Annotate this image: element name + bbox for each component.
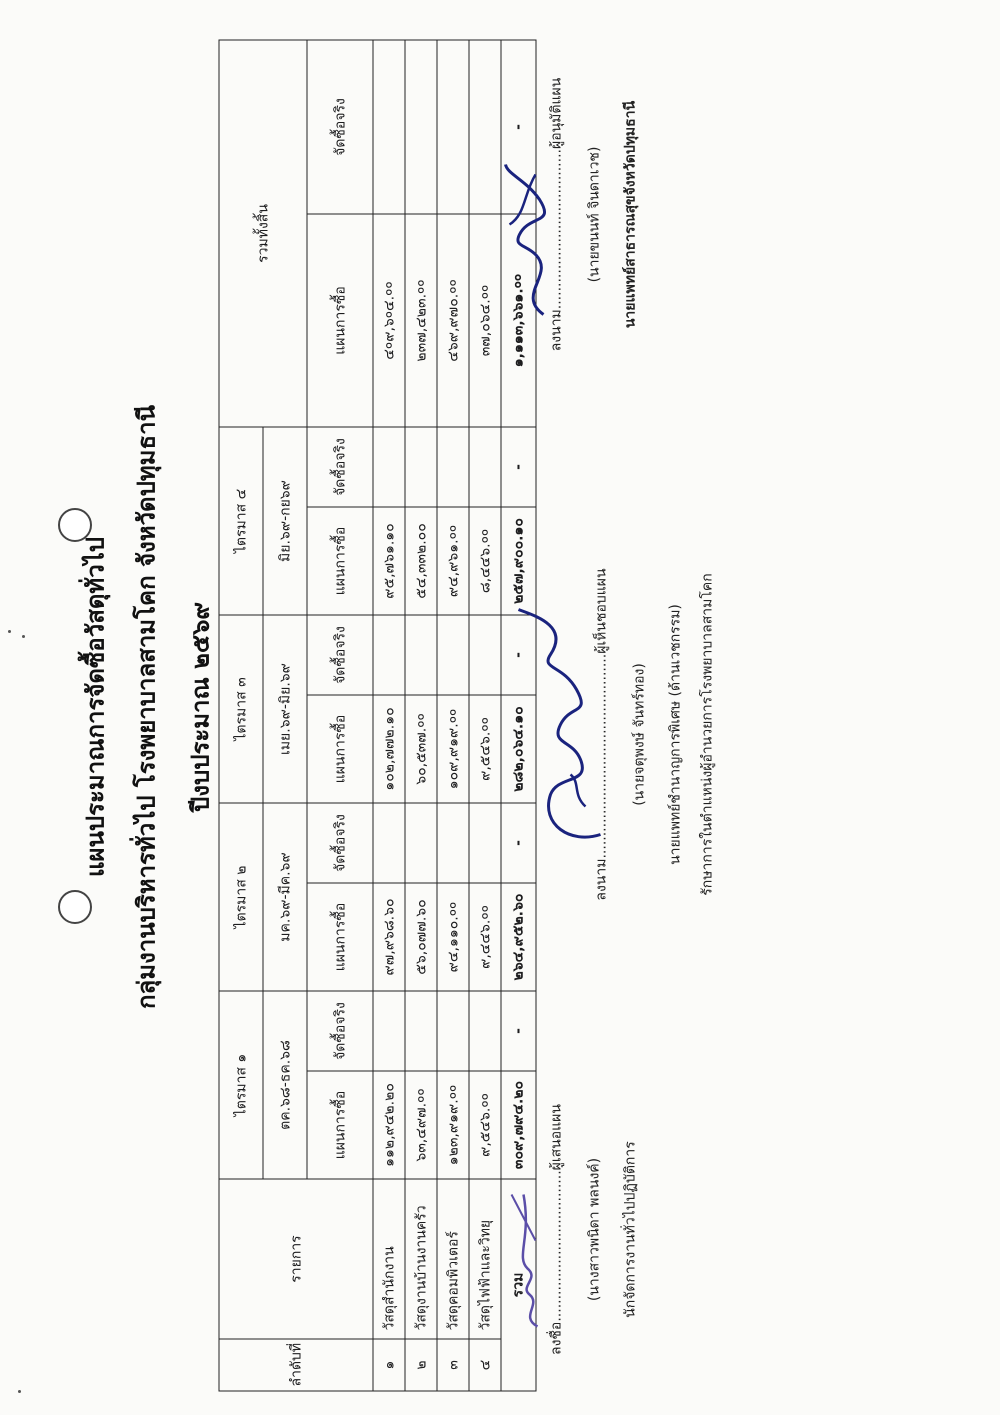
col-item-header: รายการ: [219, 1179, 373, 1339]
quarter-2-header: ไตรมาส ๒: [219, 803, 263, 991]
q1-plan: ๑๒๓,๙๑๙.००: [437, 1071, 469, 1179]
row-no: ๑: [373, 1339, 405, 1391]
q4-actual-sum: -: [501, 427, 536, 507]
q3-actual: [469, 615, 501, 695]
q3-plan: ๑๐๙,๙๑๙.००: [437, 695, 469, 803]
plan-header: แผนการซื้อ: [307, 1071, 373, 1179]
q4-sum: ๒๕๗,๙๐๐.๑๐: [501, 507, 536, 615]
procurement-plan-table: [219, 39, 537, 1391]
actual-header: จัดซื้อจริง: [307, 615, 373, 695]
document-title: แผนประมาณการจัดซื้อวัสดุทั่วไป: [81, 536, 110, 878]
q1-plan: ๑๑๒,๙๔๒.๒๐: [373, 1071, 405, 1179]
total-plan: ๓๗,๐๖๔.००: [469, 214, 501, 427]
plan-header: แผนการซื้อ: [307, 883, 373, 991]
total-actual: [437, 40, 469, 214]
q2-plan: ๕๖,๐๗๗.๖๐: [405, 883, 437, 991]
signature-line: ลงนาม..............................................ผู้เห็นชอบแผน: [593, 568, 610, 901]
signer-name: (นายขนนท์ จินดาเวช): [586, 146, 603, 283]
q2-actual: [373, 803, 405, 883]
handwritten-signature-middle: [511, 595, 621, 855]
q4-actual: [405, 427, 437, 507]
q3-actual-sum: -: [501, 615, 536, 695]
grand-total-header: รวมทั้งสิ้น: [219, 40, 307, 427]
q2-actual: [405, 803, 437, 883]
q3-actual: [373, 615, 405, 695]
q1-actual: [373, 991, 405, 1071]
q4-plan: ๕๔,๓๓๒.๐๐: [405, 507, 437, 615]
sum-label: รวม: [501, 1179, 536, 1391]
q1-actual: [469, 991, 501, 1071]
row-item: วัสดุงานบ้านงานครัว: [405, 1179, 437, 1339]
rotated-content: [1, 0, 1000, 1415]
row-no: ๓: [437, 1339, 469, 1391]
q1-sum: ๓๐๙,๗๙๔.๒๐: [501, 1071, 536, 1179]
q2-sum: ๒๖๔,๙๕๒.๖๐: [501, 883, 536, 991]
q4-actual: [373, 427, 405, 507]
grand-total-actual: -: [501, 40, 536, 214]
quarter-1-period: ตค.๖๘-ธค.๖๘: [263, 991, 307, 1179]
handwritten-signature-left: [506, 1185, 556, 1335]
signer-name: (นายจตุพงษ์ จันทร์ทอง): [631, 663, 648, 806]
total-plan: ๔๖๙,๙๗๐.००: [437, 214, 469, 427]
fiscal-year: ปีงบประมาณ ๒๕๖๙: [186, 602, 215, 812]
total-plan: ๔०๙,๖०๔.००: [373, 214, 405, 427]
q3-plan: ๑๐๒,๗๗๒.๑๐: [373, 695, 405, 803]
actual-header: จัดซื้อจริง: [307, 40, 373, 214]
q2-actual: [469, 803, 501, 883]
row-item: วัสดุคอมพิวเตอร์: [437, 1179, 469, 1339]
q4-plan: ๙๔,๙๖๑.००: [437, 507, 469, 615]
q4-plan: ๘,๔๔๖.००: [469, 507, 501, 615]
q2-plan: ๙๗,๙๖๘.๖๐: [373, 883, 405, 991]
table-row: [405, 40, 437, 1391]
signature-line: ลงชื่อ..................................ผู้เสนอแผน: [548, 1104, 565, 1355]
plan-header: แผนการซื้อ: [307, 214, 373, 427]
q3-actual: [437, 615, 469, 695]
total-actual: [405, 40, 437, 214]
header-row: [219, 40, 263, 1391]
plan-header: แผนการซื้อ: [307, 507, 373, 615]
quarter-3-period: เมย.๖๙-มิย.๖๙: [263, 615, 307, 803]
handwritten-signature-right: [496, 155, 566, 325]
q4-actual: [469, 427, 501, 507]
signer-name: (นางสาวพนิดา พลนงค์): [586, 1157, 603, 1302]
q1-actual: [437, 991, 469, 1071]
q2-actual-sum: -: [501, 803, 536, 883]
row-no: ๒: [405, 1339, 437, 1391]
q1-plan: ๙,๕๔๖.००: [469, 1071, 501, 1179]
row-item: วัสดุสำนักงาน: [373, 1179, 405, 1339]
signer-position-secondary: รักษาการในตำแหน่งผู้อำนวยการโรงพยาบาลสามโคก: [699, 573, 716, 896]
actual-header: จัดซื้อจริง: [307, 991, 373, 1071]
quarter-1-header: ไตรมาส ๑: [219, 991, 263, 1179]
signer-position: นายแพทย์สาธารณสุขจังหวัดปทุมธานี: [622, 100, 639, 329]
q1-actual: [405, 991, 437, 1071]
q2-plan: ๙๔,๑๑๐.००: [437, 883, 469, 991]
signer-position: นักจัดการงานทั่วไปปฏิบัติการ: [622, 1141, 639, 1318]
document-subtitle: กลุ่มงานบริหารทั่วไป โรงพยาบาลสามโคก จังหวัดปทุมธานี: [132, 404, 161, 1010]
q2-actual: [437, 803, 469, 883]
q3-plan: ๙,๕๔๖.००: [469, 695, 501, 803]
row-item: วัสดุไฟฟ้าและวิทยุ: [469, 1179, 501, 1339]
row-no: ๔: [469, 1339, 501, 1391]
table-row: [373, 40, 405, 1391]
quarter-4-header: ไตรมาส ๔: [219, 427, 263, 615]
col-no-header: ลำดับที่: [219, 1339, 373, 1391]
q3-sum: ๒๘๒,๐๖๔.๑๐: [501, 695, 536, 803]
quarter-4-period: มิย.๖๙-กย๖๙: [263, 427, 307, 615]
q4-actual: [437, 427, 469, 507]
actual-header: จัดซื้อจริง: [307, 803, 373, 883]
q2-plan: ๙,๔๔๖.००: [469, 883, 501, 991]
signature-line: ลงนาม....................................ผู้อนุมัติแผน: [548, 77, 565, 352]
signer-position: นายแพทย์ชำนาญการพิเศษ (ด้านเวชกรรม): [667, 604, 684, 865]
table-row: [437, 40, 469, 1391]
quarter-3-header: ไตรมาส ๓: [219, 615, 263, 803]
actual-header: จัดซื้อจริง: [307, 427, 373, 507]
quarter-2-period: มค.๖๙-มีค.๖๙: [263, 803, 307, 991]
q3-actual: [405, 615, 437, 695]
total-actual: [373, 40, 405, 214]
q3-plan: ๖๐,๕๓๗.००: [405, 695, 437, 803]
signature-proposer: [546, 1065, 642, 1395]
q1-plan: ๖๓,๔๙๗.००: [405, 1071, 437, 1179]
total-plan: ๒๓๗,๔๒๓.००: [405, 214, 437, 427]
plan-header: แผนการซื้อ: [307, 695, 373, 803]
grand-total: ๑,๑๑๓,๖๖๑.००: [501, 214, 536, 427]
q4-plan: ๙๕,๗๖๑.๑๐: [373, 507, 405, 615]
q1-actual-sum: -: [501, 991, 536, 1071]
